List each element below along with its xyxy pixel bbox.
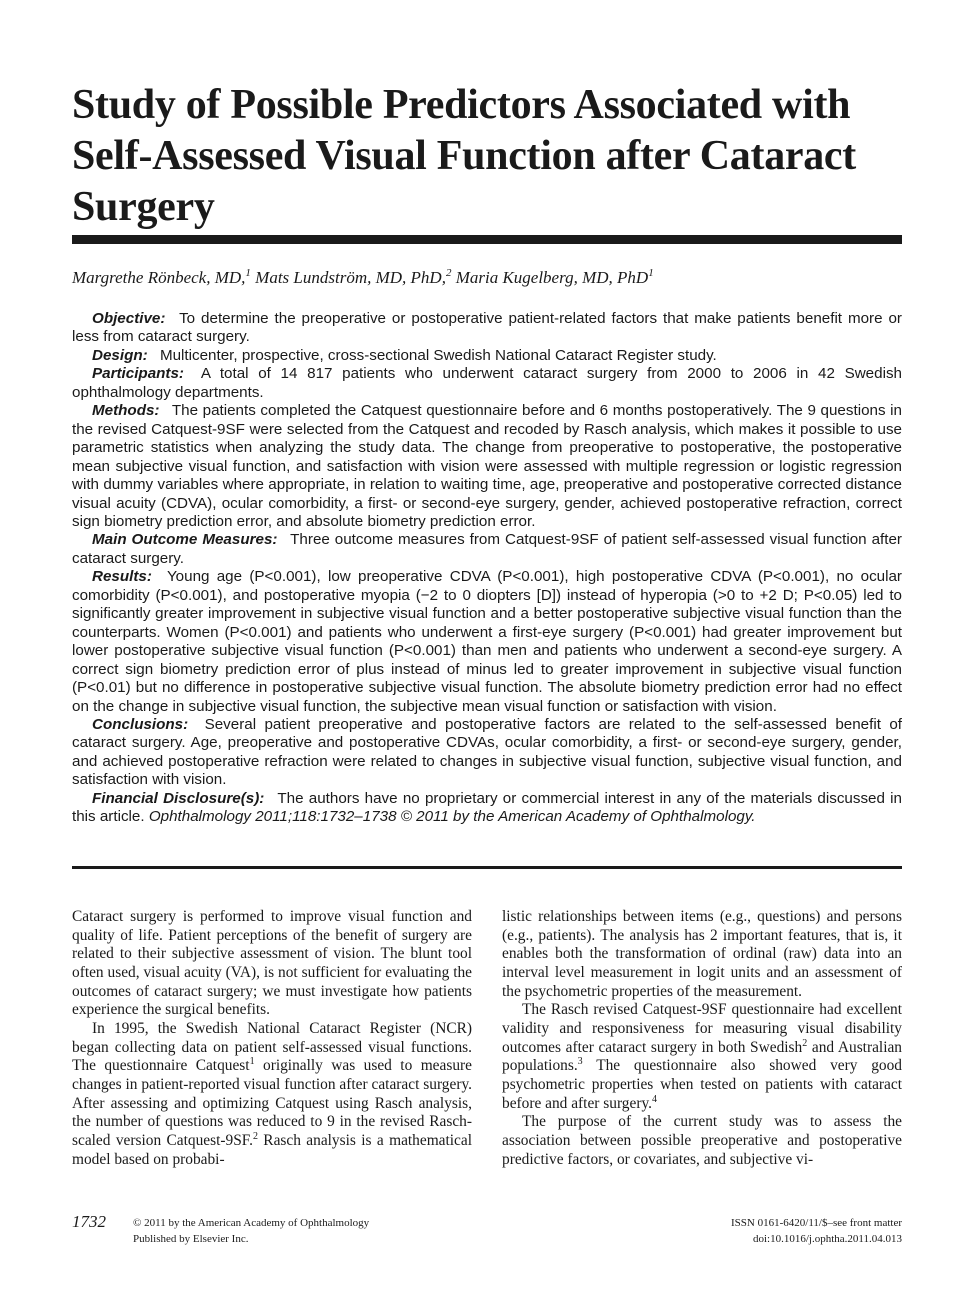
issn-line: ISSN 0161-6420/11/$–see front matter <box>731 1217 902 1229</box>
author-affiliation: 1 <box>245 267 251 279</box>
author-line <box>72 266 902 290</box>
abstract-label: Conclusions: <box>92 715 189 733</box>
abstract-text: The patients completed the Catquest questionnaire before and 6 months postoperatively. The 9 questions in the revised Catquest-9SF were selected from the Catquest and recoded by Rasch analysis, which makes it possible to use parametric statistics when analyzing the study data. The change from preoperative to postoperative, the postoperative mean subjective visual function, and satisfaction with vision were assessed with multiple regression or logistic regression with dummy variables where appropriate, in relation to waiting time, age, preoperative and postoperative corrected distance visual acuity (CDVA), ocular comorbidity, a first- or second-eye surgery, gender, achieved postoperative refraction, correct sign biometry prediction error, and absolute biometry prediction error. <box>72 402 902 530</box>
abstract-label: Main Outcome Measures: <box>92 531 278 549</box>
doi-line[interactable]: doi:10.1016/j.ophtha.2011.04.013 <box>752 1233 902 1245</box>
reference-marker[interactable]: 1 <box>249 1056 255 1068</box>
body-text: and Australian populations. <box>502 1038 902 1075</box>
abstract-outcome-measures <box>72 531 902 568</box>
abstract <box>72 310 902 827</box>
abstract-text: Several patient preoperative and postoperative factors are related to the self-assessed benefit of cataract surgery. Age, preoperative and postoperative CDVAs, ocular comorbidity, a first- or second-eye surgery, gender, and achieved postoperative refraction were related to changes in subjective visual function, subjective visual function, and satisfaction with vision. <box>72 715 902 789</box>
body-column-right <box>502 908 902 1169</box>
abstract-text: A total of 14 817 patients who underwent cataract surgery from 2000 to 2006 in 42 Swedish ophthalmology departments. <box>72 365 902 401</box>
abstract-label: Financial Disclosure(s): <box>92 789 265 807</box>
body-paragraph: Cataract surgery is performed to improve visual function and quality of life. Patient perceptions of the benefit of surgery are related to their subjective assessment of vision. The blunt tool often used, visual acuity (VA), is not sufficient for evaluating the outcomes of cataract surgery; we must investigate how patients experience the surgical benefits. <box>72 908 472 1019</box>
abstract-conclusions <box>72 716 902 790</box>
abstract-objective <box>72 310 902 347</box>
body-paragraph: listic relationships between items (e.g., questions) and persons (e.g., patients). The analysis has 2 important features, that is, it enables both the transformation of ordinal (raw) data into an interval level measurement in logit units and an assessment of the psychometric properties of the measurement. <box>502 908 902 1000</box>
page-footer <box>72 1212 902 1252</box>
title-rule <box>72 235 902 244</box>
page-number: 1732 <box>72 1212 106 1231</box>
reference-marker[interactable]: 2 <box>802 1037 808 1049</box>
author-affiliation: 1 <box>648 267 654 279</box>
body-text: The questionnaire also showed very good psychometric properties when tested on patients with cataract before and after surgery. <box>502 1057 902 1112</box>
author-affiliation: 2 <box>445 267 452 279</box>
body-paragraph <box>72 1020 472 1169</box>
abstract-text: Young age (P<0.001), low preoperative CDVA (P<0.001), high postoperative CDVA (P<0.001), no ocular comorbidity (P<0.001), and postoperative myopia (−2 to 0 diopters [D]) instead of hyperopia (>0 to +2 D; P<0.05) led to significantly greater improvement in subjective visual function and a better postoperative subjective visual function than the counterparts. Women (P<0.001) and patients who underwent a first-eye surgery (P<0.001) had greater improvement but lower postoperative subjective visual function (P<0.001) than men and patients who underwent a second-eye surgery. A correct sign biometry prediction error of plus instead of minus led to greater improvement in subjective visual function (P<0.01) but no difference in postoperative subjective visual function. The absolute biometry prediction error had no effect on the change in subjective visual function, the subjective mean visual function or satisfaction with vision. <box>72 568 902 715</box>
abstract-label: Objective: <box>92 310 166 327</box>
abstract-financial-disclosure <box>72 790 902 827</box>
body-column-left <box>72 908 472 1169</box>
section-rule <box>72 866 902 869</box>
abstract-text: Multicenter, prospective, cross-sectional Swedish National Cataract Register study. <box>159 346 717 364</box>
abstract-design <box>72 347 902 365</box>
body-text: In 1995, the Swedish National Cataract Register (NCR) began collecting data on patient self-assessed visual functions. The questionnaire Catquest <box>72 1019 472 1075</box>
journal-citation: Ophthalmology 2011;118:1732–1738 © 2011 by the American Academy of Ophthalmology. <box>148 808 756 826</box>
abstract-label: Design: <box>92 346 148 364</box>
publisher-line: Published by Elsevier Inc. <box>133 1233 249 1245</box>
abstract-text: The authors have no proprietary or commercial interest in any of the materials discussed in this article. <box>72 789 903 826</box>
issn-block <box>731 1215 902 1247</box>
body-paragraph <box>502 1001 902 1113</box>
abstract-label: Methods: <box>92 402 160 420</box>
copyright-line: © 2011 by the American Academy of Ophthalmology <box>133 1217 370 1229</box>
body-paragraph: The purpose of the current study was to assess the association between possible preoperative and postoperative predictive factors, or covariates, and subjective vi- <box>502 1113 902 1168</box>
abstract-label: Results: <box>92 568 152 586</box>
author-name: Maria Kugelberg, MD, PhD <box>455 268 649 287</box>
abstract-methods <box>72 402 902 531</box>
abstract-text: Three outcome measures from Catquest-9SF of patient self-assessed visual function after cataract surgery. <box>72 531 902 567</box>
reference-marker[interactable]: 2 <box>252 1130 258 1142</box>
reference-marker[interactable]: 3 <box>577 1056 583 1068</box>
author-name: Margrethe Rönbeck, MD, <box>72 268 246 287</box>
abstract-label: Participants: <box>92 365 184 383</box>
article-title: Study of Possible Predictors Associated with Self-Assessed Visual Function after Cataract Surgery <box>72 82 856 230</box>
body-text: Rasch analysis is a mathematical model based on probabi- <box>72 1131 472 1168</box>
abstract-results <box>72 568 902 716</box>
body-text: originally was used to measure changes in patient-reported visual function after cataract surgery. After assessing and optimizing Catquest using Rasch analysis, the number of questions was reduced to 9 in the revised Rasch-scaled version Catquest-9SF. <box>72 1057 472 1149</box>
reference-marker[interactable]: 4 <box>651 1093 657 1105</box>
abstract-text: To determine the preoperative or postoperative patient-related factors that make patients benefit more or less from cataract surgery. <box>72 310 902 346</box>
copyright-notice <box>133 1215 369 1247</box>
body-text: The Rasch revised Catquest-9SF questionnaire had excellent validity and responsiveness for measuring visual disability outcomes after cataract surgery in both Swedish <box>502 1001 902 1056</box>
author-name: Mats Lundström, MD, PhD, <box>255 268 446 287</box>
abstract-participants <box>72 365 902 402</box>
